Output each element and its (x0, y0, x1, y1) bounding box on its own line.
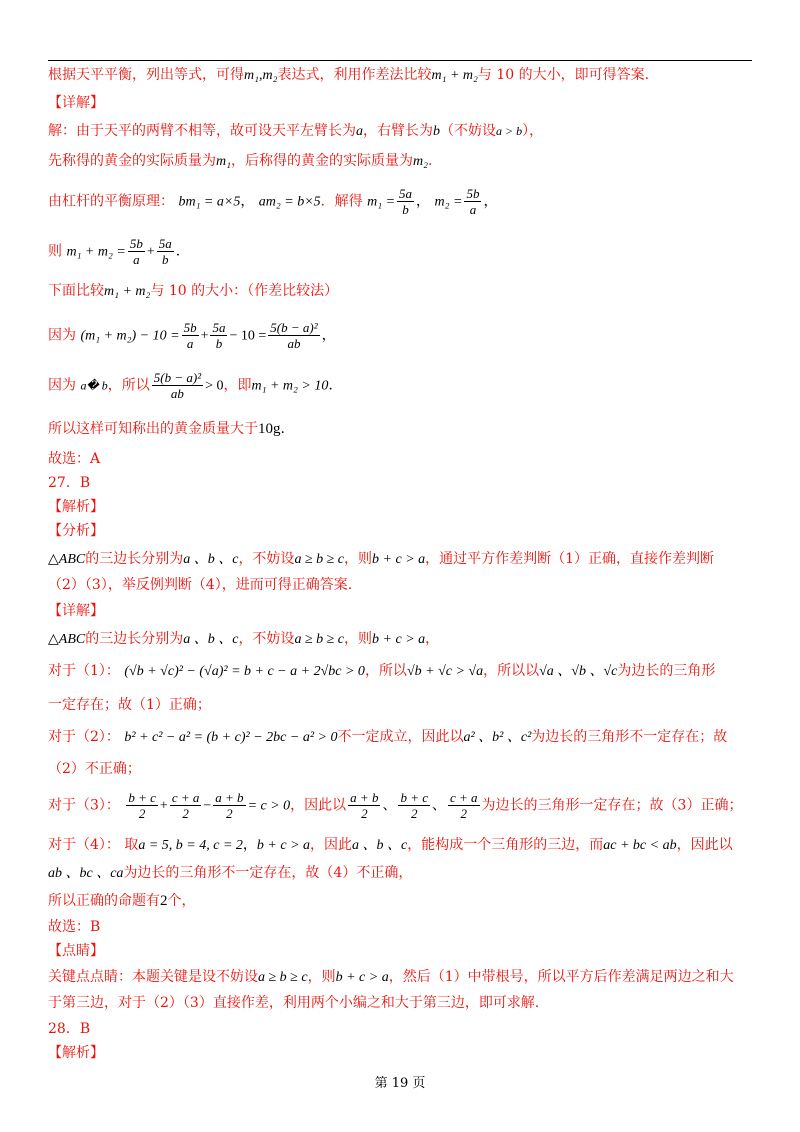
solution-line-2: 先称得的黄金的实际质量为m₁，后称得的黄金的实际质量为m₂. (48, 153, 433, 169)
analysis-line-1 (48, 66, 649, 85)
section-heading-solution-2: 【解析】 (48, 1045, 104, 1061)
answer-line: 故选：A (48, 451, 101, 467)
detail-case-2: 对于（2）： b² + c² − a² = (b + c)² − 2bc − a² > 0不一定成立，因此以a² 、b² 、c²为边长的三角形不一定存在；故 (48, 729, 728, 745)
question-number: 27．B (48, 475, 91, 491)
text: 根据天平平衡，列出等式，可得 (48, 67, 244, 83)
section-heading-analysis: 【分析】 (48, 523, 104, 539)
answer-line-2: 故选：B (48, 919, 101, 935)
detail-line-triangle: △ABC的三边长分别为a 、b 、c，不妨设a ≥ b ≥ c，则b + c > a， (48, 631, 440, 647)
solution-line-1: 解：由于天平的两臂不相等，故可设天平左臂长为a，右臂长为b（不妨设a > b）， (48, 123, 544, 139)
remark-line-2: 于第三边，对于（2）（3）直接作差，利用两个小编之和大于第三边，即可求解. (48, 995, 540, 1011)
fraction: $\frac{5b}{a}$ (466, 186, 480, 217)
detail-case-4-end: ab 、bc 、ca为边长的三角形不一定存在，故（4）不正确， (48, 865, 413, 881)
detail-case-4: 对于（4）： 取a = 5, b = 4, c = 2，b + c > a，因此a 、b 、c，能构成一个三角形的三边，而ac + bc < ab，因此以 (48, 837, 733, 853)
section-heading-detail-2: 【详解】 (48, 603, 104, 619)
text: 与 10 的大小，即可得答案. (477, 67, 650, 83)
math-m1-m2: m₁,m₂ (244, 68, 278, 83)
solution-line-difference: 因为 (m₁ + m₂) − 10 = $\frac{5b}{a}$ + $\frac{5a}{b}$ − 10 = $\frac{\text{5(b − a)²}}{ab}$ ， (48, 320, 336, 351)
header-rule (48, 60, 752, 61)
section-heading-remark: 【点睛】 (48, 943, 104, 959)
math-sum: m₁ + m₂ (431, 68, 478, 83)
detail-case-2-end: （2）不正确； (48, 761, 141, 777)
detail-conclusion: 所以正确的命题有2个， (48, 893, 196, 909)
section-heading-detail: 【详解】 (48, 95, 104, 111)
solution-line-lever: 由杠杆的平衡原理： bm₁ = a×5， am₂ = b×5．解得 m₁ = $\frac{5a}{b}$ ， m₂ = $\frac{5b}{a}$ ， (48, 186, 498, 217)
remark-line-1: 关键点点睛：本题关键是设不妨设a ≥ b ≥ c，则b + c > a，然后（1）中带根号，所以平方后作差满足两边之和大 (48, 969, 734, 985)
analysis-line-triangle: △ABC的三边长分别为a 、b 、c，不妨设a ≥ b ≥ c，则b + c > a，通过平方作差判断（1）正确，直接作差判断 (48, 551, 715, 567)
solution-line-sum: 则 m₁ + m₂ = $\frac{5b}{a}$ + $\frac{5a}{b}$ . (48, 236, 181, 267)
analysis-line-triangle-2: （2）（3），举反例判断（4），进而可得正确答案. (48, 577, 353, 593)
text: 表达式，利用作差法比较 (277, 67, 432, 83)
question-number-28: 28．B (48, 1021, 91, 1037)
solution-line-result: 所以这样可知称出的黄金质量大于10g. (48, 421, 285, 437)
detail-case-1-end: 一定存在；故（1）正确； (48, 697, 211, 713)
detail-case-1: 对于（1）： (√b + √c)² − (√a)² = b + c − a + 2√bc > 0，所以√b + √c > √a，所以以√a 、√b 、√c为边长的三角形 (48, 663, 716, 679)
section-heading-solution: 【解析】 (48, 499, 104, 515)
page-number: 第 19 页 (374, 1076, 426, 1091)
solution-line-conclude: 因为 a� b，所以 $\frac{\text{5(b − a)²}}{ab}$ > 0，即m₁ + m₂ > 10. (48, 370, 333, 401)
fraction: $\frac{5a}{b}$ (399, 186, 413, 217)
solution-line-compare: 下面比较m₁ + m₂与 10 的大小：（作差比较法） (48, 283, 339, 299)
detail-case-3: 对于（3）： $\frac{b + c}{2}$ + $\frac{c + a}{2}$ − $\frac{a + b}{2}$ = c > 0，因此以 $\frac{a + b}{2}$ 、 $\frac{b + c}{2}$ 、 $\frac{c + a}{2}$ 为边长的三角形一定存在；故（3）正确； (48, 790, 743, 821)
